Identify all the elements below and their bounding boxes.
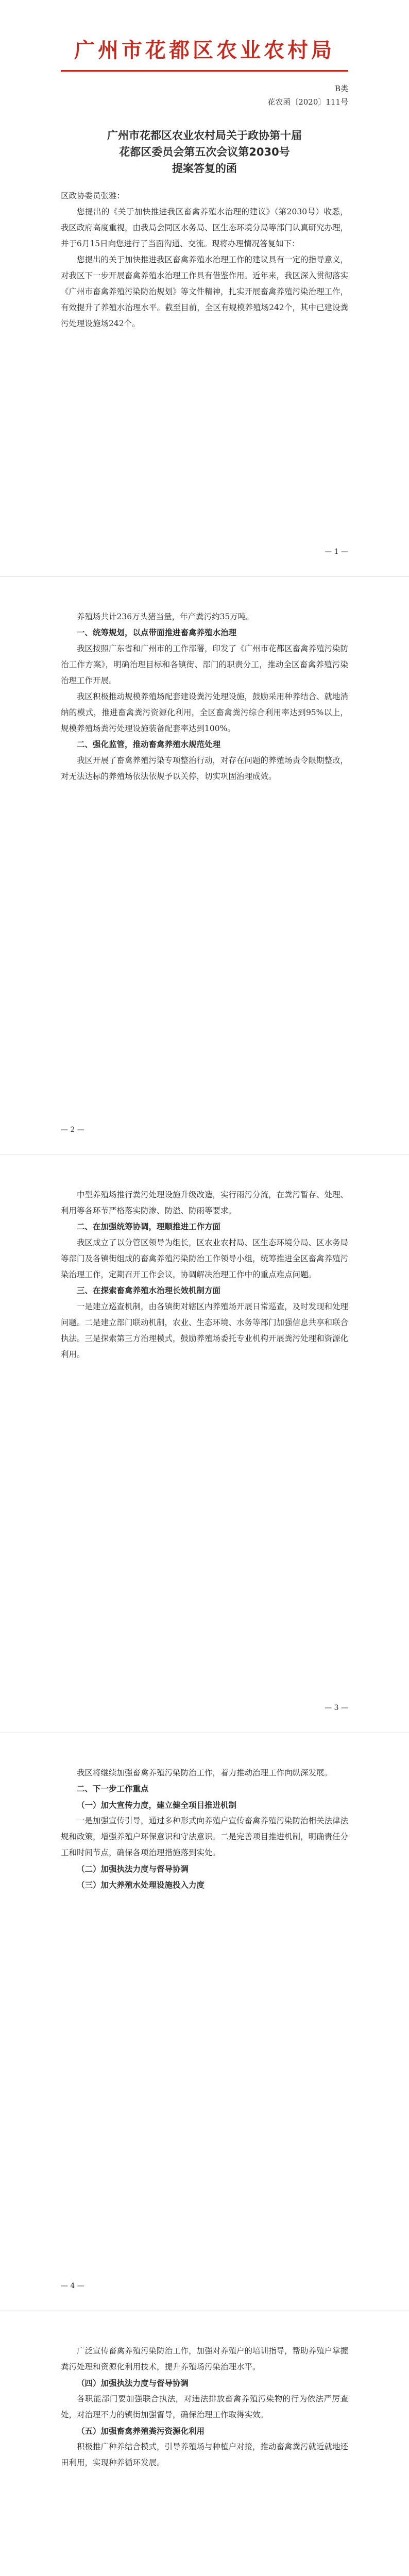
masthead-red-line [61, 70, 348, 72]
body-paragraph: 我区开展了畜禽养殖污染专项整治行动，对存在问题的养殖场责令限期整改，对无法达标的养殖场依法依规予以关停，切实巩固治理成效。 [61, 756, 349, 781]
body-paragraph: 养殖场共计236万头猪当量，年产粪污约35万吨。 [77, 612, 254, 621]
body-paragraph: 一是建立巡查机制，由各镇街对辖区内养殖场开展日常巡查，及时发现和处理问题。二是建立部门联动机制，农业、生态环境、水务等部门加强信息共享和联合执法。三是探索第三方治理模式，鼓励养殖场委托专业机构开展粪污处理和资源化利用。 [61, 1302, 349, 1359]
page-number: — 3 — [325, 1704, 348, 1712]
salutation: 区政协委员张雅： [61, 191, 125, 200]
subsection-heading: （四）加强执法力度与督导协调 [77, 2378, 189, 2388]
body-paragraph: 积极推广种养结合模式，引导养殖场与种植户对接，推动畜禽粪污就近就地还田利用，实现种养循环发展。 [61, 2442, 349, 2467]
page-number: — 1 — [325, 548, 348, 556]
body-paragraph: 我区成立了以分管区领导为组长，区农业农村局、区生态环境分局、区水务局等部门及各镇街组成的畜禽养殖污染防治工作领导小组，统筹推进全区畜禽养殖污染治理工作，定期召开工作会议，协调解决治理工作中的重点难点问题。 [61, 1238, 349, 1279]
agency-masthead: 广州市花都区农业农村局 [74, 39, 335, 62]
body-paragraph: 广泛宣传畜禽养殖污染防治工作，加强对养殖户的培训指导，帮助养殖户掌握粪污处理和资源化利用技术，提升养殖场污染治理水平。 [61, 2346, 349, 2371]
body-paragraph: 您提出的《关于加快推进我区畜禽养殖水治理的建议》（第2030号）收悉，我区政府高度重视，由我局会同区水务局、区生态环境分局等部门认真研究办理，并于6月15日向您进行了当面沟通、交流。现将办理情况答复如下： [61, 207, 349, 248]
subsection-heading: （三）加大养殖水处理设施投入力度 [77, 1880, 205, 1890]
classification-mark [61, 82, 348, 95]
document-page-2 [0, 578, 409, 1155]
body-paragraph: 我区按照广东省和广州市的工作部署，印发了《广州市花都区畜禽养殖污染防治工作方案》，明确治理目标和各镇街、部门的职责分工，推动全区畜禽养殖污染治理工作开展。 [61, 644, 349, 685]
document-page-5 [0, 2312, 409, 2576]
document-title [61, 127, 348, 177]
subsection-heading: （五）加强畜禽养殖粪污资源化利用 [77, 2426, 205, 2436]
document-number-text: 花农函〔2020〕111号 [267, 97, 348, 107]
body-paragraph: 中型养殖场推行粪污处理设施升级改造，实行雨污分流，在粪污暂存、处理、利用等各环节严格落实防渗、防溢、防雨等要求。 [61, 1190, 349, 1215]
section-heading: 二、强化监管，推动畜禽养殖水规范处理 [77, 740, 221, 749]
title-line: 广州市花都区农业农村局关于政协第十届 [107, 129, 302, 142]
page-number: — 2 — [61, 1126, 84, 1134]
document-number [61, 95, 348, 109]
section-heading: 三、在探索畜禽养殖水治理长效机制方面 [77, 1286, 221, 1295]
body-paragraph: 各职能部门要加强联合执法，对违法排放畜禽养殖污染物的行为依法严厉查处，对治理不力的镇街加强督导，确保治理工作取得实效。 [61, 2394, 348, 2419]
title-line: 花都区委员会第五次会议第2030号 [119, 146, 290, 158]
body-paragraph: 一是加强宣传引导，通过多种形式向养殖户宣传畜禽养殖污染防治相关法律法规和政策，增强养殖户环保意识和守法意识。二是完善项目推进机制，明确责任分工和时间节点，确保各项治理措施落到实处。 [61, 1816, 349, 1857]
document-page-1 [0, 0, 409, 577]
document-page-4 [0, 1734, 409, 2311]
section-heading: 二、在加强统筹协调，理顺推进工作方面 [77, 1222, 221, 1231]
classification-text: B类 [334, 84, 348, 93]
body-paragraph: 我区积极推动规模养殖场配套建设粪污处理设施，鼓励采用种养结合、就地消纳的模式，推进畜禽粪污资源化利用，全区畜禽粪污综合利用率达到95%以上，规模养殖场粪污处理设施装备配套率达到100%。 [61, 692, 349, 733]
section-heading: 二、下一步工作重点 [77, 1784, 149, 1793]
page-number: — 4 — [61, 2282, 84, 2290]
title-line: 提案答复的函 [172, 162, 237, 175]
body-paragraph: 我区将继续加强畜禽养殖污染防治工作，着力推动治理工作向纵深发展。 [77, 1768, 333, 1777]
body-paragraph: 您提出的关于加快推进我区畜禽养殖水治理工作的建议具有一定的指导意义，对我区下一步开展畜禽养殖水治理工作具有借鉴作用。近年来，我区深入贯彻落实《广州市畜禽养殖污染防治规划》等文件精神，扎实开展畜禽养殖污染治理工作，有效提升了养殖水治理水平。截至目前，全区有规模养殖场242个，其中已建设粪污处理设施场242个。 [61, 255, 349, 328]
section-heading: 一、统筹规划，以点带面推进畜禽养殖水治理 [77, 628, 237, 637]
document-page-3 [0, 1156, 409, 1733]
subsection-heading: （二）加强执法力度与督导协调 [77, 1864, 189, 1874]
subsection-heading: （一）加大宣传力度，建立健全项目推进机制 [77, 1800, 237, 1810]
